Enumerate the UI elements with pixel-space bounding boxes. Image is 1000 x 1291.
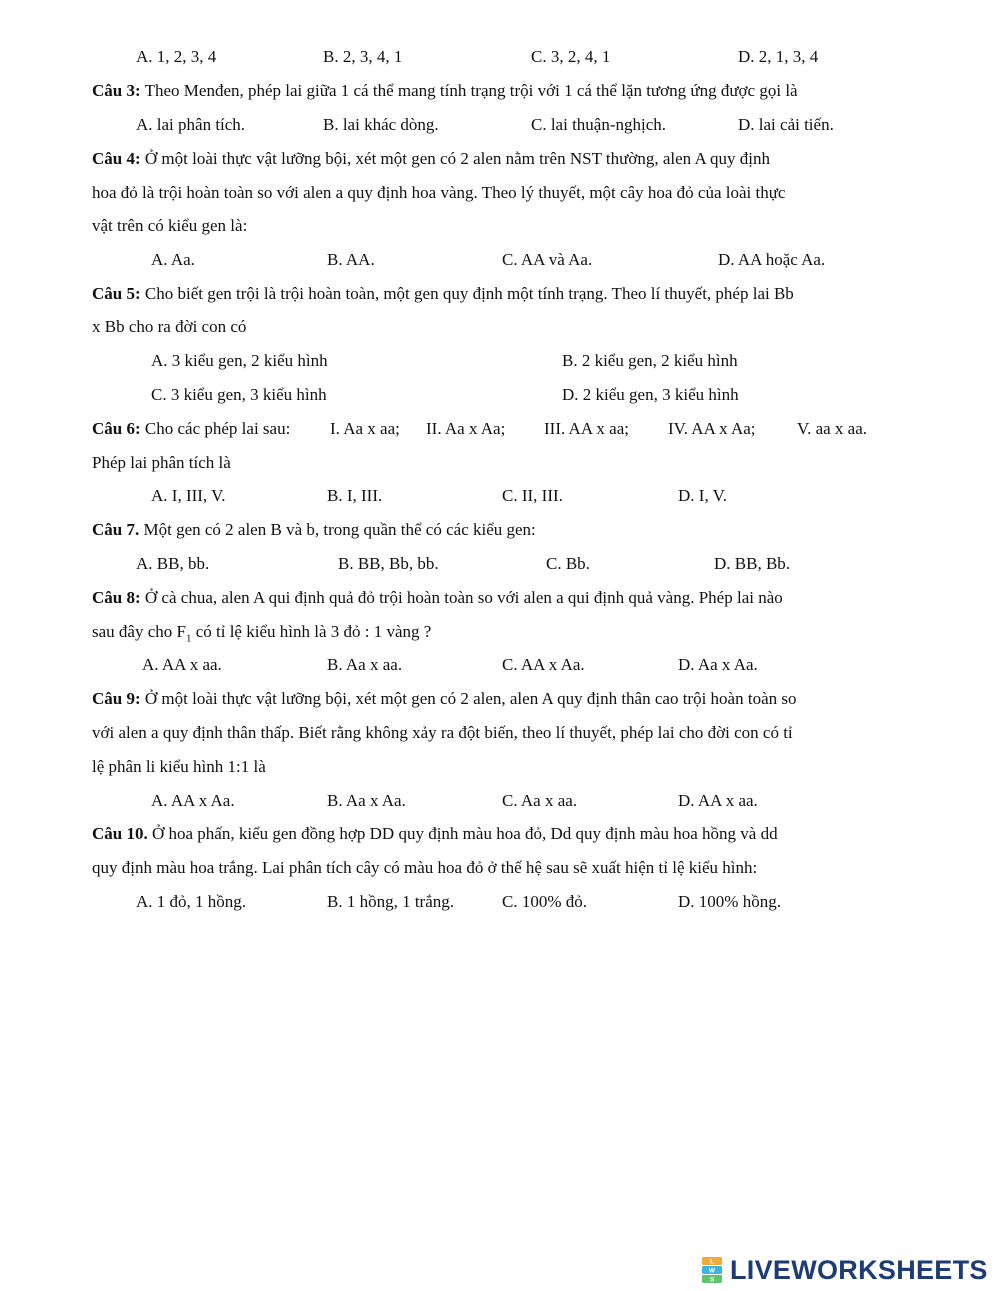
q10-text-1: Ở hoa phấn, kiểu gen đồng hợp DD quy định màu hoa đỏ, Dd quy định màu hoa hồng và dd: [147, 824, 778, 843]
q5-option-a: A. 3 kiểu gen, 2 kiểu hình: [151, 351, 328, 370]
q9-text-1: Ở một loài thực vật lưỡng bội, xét một gen có 2 alen, alen A quy định thân cao trội hoàn toàn so: [140, 689, 797, 708]
q9-option-c: C. Aa x aa.: [502, 791, 578, 810]
q2-option-c: C. 3, 2, 4, 1: [531, 47, 611, 66]
q8-text-1: Ở cà chua, alen A qui định quả đỏ trội hoàn toàn so với alen a qui định quả vàng. Phép lai nào: [140, 588, 783, 607]
q6-cross-2: II. Aa x Aa;: [426, 419, 506, 438]
q5-text-1: Cho biết gen trội là trội hoàn toàn, một gen quy định một tính trạng. Theo lí thuyết, phép lai Bb: [140, 284, 794, 303]
q8-text-2-pre: sau đây cho F: [92, 622, 186, 641]
q10-option-a: A. 1 đỏ, 1 hồng.: [136, 892, 247, 911]
q3-text: Theo Menđen, phép lai giữa 1 cá thể mang tính trạng trội với 1 cá thể lặn tương ứng được gọi là: [140, 81, 798, 100]
q6-label: Câu 6:: [92, 419, 141, 438]
q6-cross-1: I. Aa x aa;: [330, 419, 400, 438]
q5-option-d: D. 2 kiểu gen, 3 kiểu hình: [562, 385, 739, 404]
q6-option-d: D. I, V.: [678, 486, 727, 505]
q9-label: Câu 9:: [92, 689, 141, 708]
q6-cross-5: V. aa x aa.: [797, 419, 868, 438]
q4-stem-line2: hoa đỏ là trội hoàn toàn so với alen a quy định hoa vàng. Theo lý thuyết, một cây hoa đỏ của loài thực: [92, 183, 786, 202]
q5-label: Câu 5:: [92, 284, 141, 303]
q4-option-c: C. AA và Aa.: [502, 250, 593, 269]
q6-option-a: A. I, III, V.: [151, 486, 226, 505]
q6-option-b: B. I, III.: [327, 486, 383, 505]
liveworksheets-logo-icon: [700, 1256, 724, 1284]
q4-option-a: A. Aa.: [151, 250, 195, 269]
q9-stem-line1: [92, 689, 796, 709]
q4-option-d: D. AA hoặc Aa.: [718, 250, 826, 269]
q6-cross-4: IV. AA x Aa;: [668, 419, 756, 438]
q5-stem-line2: x Bb cho ra đời con có: [92, 317, 247, 336]
q2-option-b: B. 2, 3, 4, 1: [323, 47, 403, 66]
q8-option-b: B. Aa x aa.: [327, 655, 403, 674]
q3-option-d: D. lai cải tiến.: [738, 115, 834, 134]
q3-stem: [92, 81, 798, 101]
q2-option-a: A. 1, 2, 3, 4: [136, 47, 217, 66]
q8-option-d: D. Aa x Aa.: [678, 655, 758, 674]
q2-option-d: D. 2, 1, 3, 4: [738, 47, 819, 66]
q7-label: Câu 7.: [92, 520, 140, 539]
q7-option-b: B. BB, Bb, bb.: [338, 554, 439, 573]
q8-stem-line1: [92, 588, 783, 608]
logo-letter-1: L: [710, 1258, 714, 1266]
q6-stem-line1: [92, 419, 290, 439]
q8-option-a: A. AA x aa.: [142, 655, 222, 674]
q10-label: Câu 10.: [92, 824, 148, 843]
logo-letter-2: W: [708, 1267, 716, 1275]
q8-stem-line2: [92, 622, 431, 644]
q3-option-b: B. lai khác dòng.: [323, 115, 439, 134]
q3-option-c: C. lai thuận-nghịch.: [531, 115, 667, 134]
q6-cross-3: III. AA x aa;: [544, 419, 629, 438]
q7-option-a: A. BB, bb.: [136, 554, 210, 573]
q7-stem: [92, 520, 536, 540]
q8-label: Câu 8:: [92, 588, 141, 607]
q9-stem-line3: lệ phân li kiểu hình 1:1 là: [92, 757, 266, 776]
q9-option-b: B. Aa x Aa.: [327, 791, 406, 810]
q6-intro: Cho các phép lai sau:: [140, 419, 291, 438]
q4-option-b: B. AA.: [327, 250, 375, 269]
q3-option-a: A. lai phân tích.: [136, 115, 246, 134]
q9-stem-line2: với alen a quy định thân thấp. Biết rằng không xảy ra đột biến, theo lí thuyết, phép lai cho đời con có tỉ: [92, 723, 793, 742]
q10-option-b: B. 1 hồng, 1 trắng.: [327, 892, 455, 911]
q5-option-c: C. 3 kiểu gen, 3 kiểu hình: [151, 385, 327, 404]
q10-stem-line2: quy định màu hoa trắng. Lai phân tích cây có màu hoa đỏ ở thế hệ sau sẽ xuất hiện tỉ lệ kiểu hình:: [92, 858, 758, 877]
q7-text: Một gen có 2 alen B và b, trong quần thể có các kiểu gen:: [139, 520, 536, 539]
q4-stem-line3: vật trên có kiểu gen là:: [92, 216, 248, 235]
q10-option-d: D. 100% hồng.: [678, 892, 781, 911]
q7-option-d: D. BB, Bb.: [714, 554, 791, 573]
liveworksheets-brand-text: LIVEWORKSHEETS: [730, 1254, 988, 1285]
q6-stem-line2: Phép lai phân tích là: [92, 453, 231, 472]
q3-label: Câu 3:: [92, 81, 141, 100]
q7-option-c: C. Bb.: [546, 554, 590, 573]
q6-option-c: C. II, III.: [502, 486, 563, 505]
q4-stem-line1: [92, 149, 770, 169]
q4-label: Câu 4:: [92, 149, 141, 168]
q8-text-2-post: có tỉ lệ kiểu hình là 3 đỏ : 1 vàng ?: [191, 622, 432, 641]
q5-stem-line1: [92, 284, 794, 304]
q10-stem-line1: [92, 824, 778, 844]
q8-option-c: C. AA x Aa.: [502, 655, 585, 674]
q4-text-1: Ở một loài thực vật lưỡng bội, xét một gen có 2 alen nằm trên NST thường, alen A quy định: [140, 149, 771, 168]
logo-letter-3: S: [709, 1276, 715, 1284]
liveworksheets-logo: [700, 1255, 988, 1285]
q10-option-c: C. 100% đỏ.: [502, 892, 587, 911]
q9-option-a: A. AA x Aa.: [151, 791, 235, 810]
q8-subscript: 1: [185, 632, 192, 645]
q9-option-d: D. AA x aa.: [678, 791, 758, 810]
q5-option-b: B. 2 kiểu gen, 2 kiểu hình: [562, 351, 738, 370]
